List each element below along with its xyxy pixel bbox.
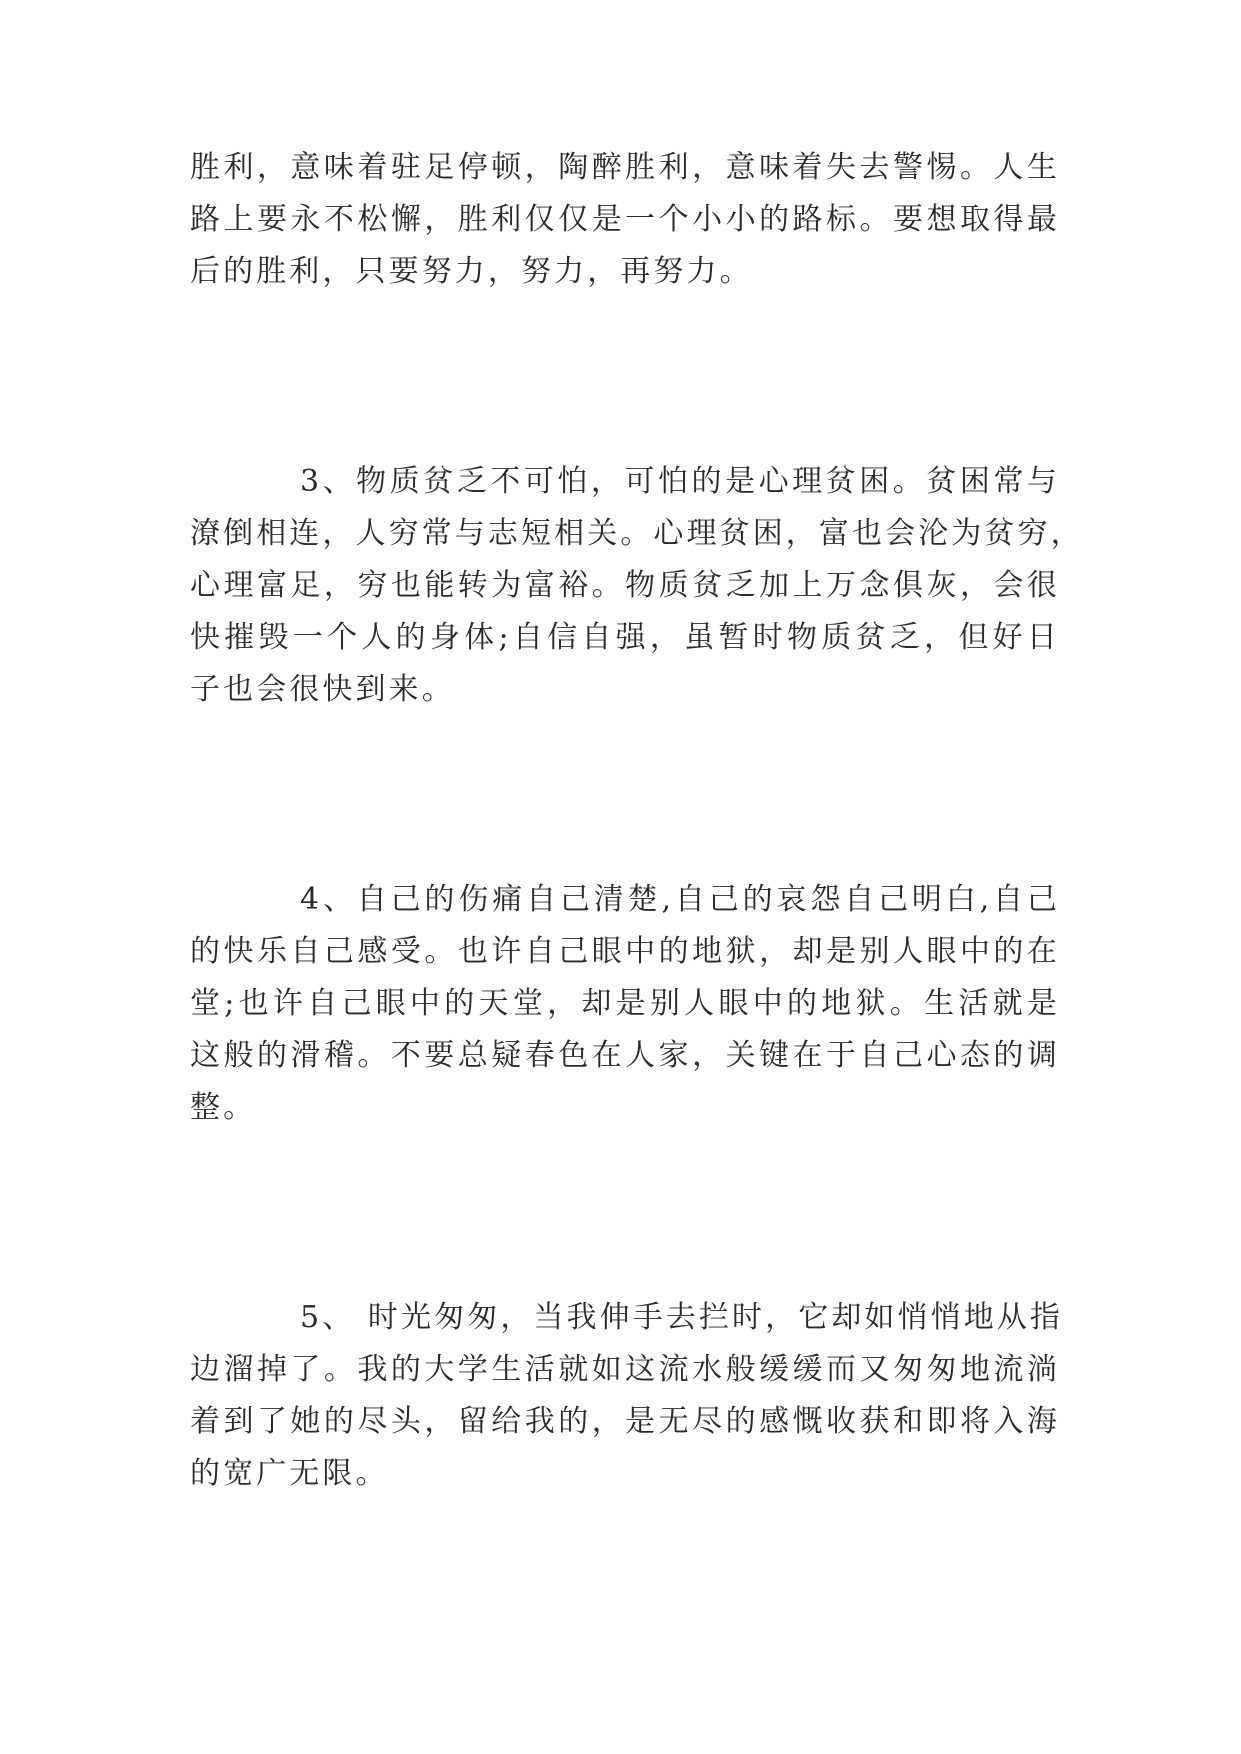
paragraph-line: 潦倒相连，人穷常与志短相关。心理贫困，富也会沦为贫穷， [190,516,1084,551]
paragraph-line: 着到了她的尽头，留给我的，是无尽的感慨收获和即将入海 [190,1404,1060,1439]
paragraph-line: 的宽广无限。 [190,1456,389,1491]
paragraph-line: 边溜掉了。我的大学生活就如这流水般缓缓而又匆匆地流淌 [190,1352,1060,1387]
paragraph-line: 胜利，意味着驻足停顿，陶醉胜利，意味着失去警惕。人生 [190,150,1060,185]
paragraph-line: 路上要永不松懈，胜利仅仅是一个小小的路标。要想取得最 [190,202,1060,237]
paragraph-line: 4、自己的伤痛自己清楚,自己的哀怨自己明白,自己 [300,882,1060,917]
paragraph-line: 5、 时光匆匆，当我伸手去拦时，它却如悄悄地从指 [300,1300,1064,1335]
paragraph-line: 3、物质贫乏不可怕，可怕的是心理贫困。贫困常与 [300,464,1060,499]
paragraph-line: 后的胜利，只要努力，努力，再努力。 [190,254,753,289]
paragraph-line: 这般的滑稽。不要总疑春色在人家，关键在于自己心态的调 [190,1038,1060,1073]
paragraph-line: 子也会很快到来。 [190,672,455,707]
paragraph-line: 整。 [190,1090,257,1125]
paragraph-line: 堂;也许自己眼中的天堂，却是别人眼中的地狱。生活就是 [190,986,1060,1021]
paragraph-line: 快摧毁一个人的身体;自信自强，虽暂时物质贫乏，但好日 [190,620,1060,655]
paragraph-line: 的快乐自己感受。也许自己眼中的地狱，却是别人眼中的在 [190,934,1060,969]
paragraph-line: 心理富足，穷也能转为富裕。物质贫乏加上万念俱灰，会很 [190,568,1060,603]
